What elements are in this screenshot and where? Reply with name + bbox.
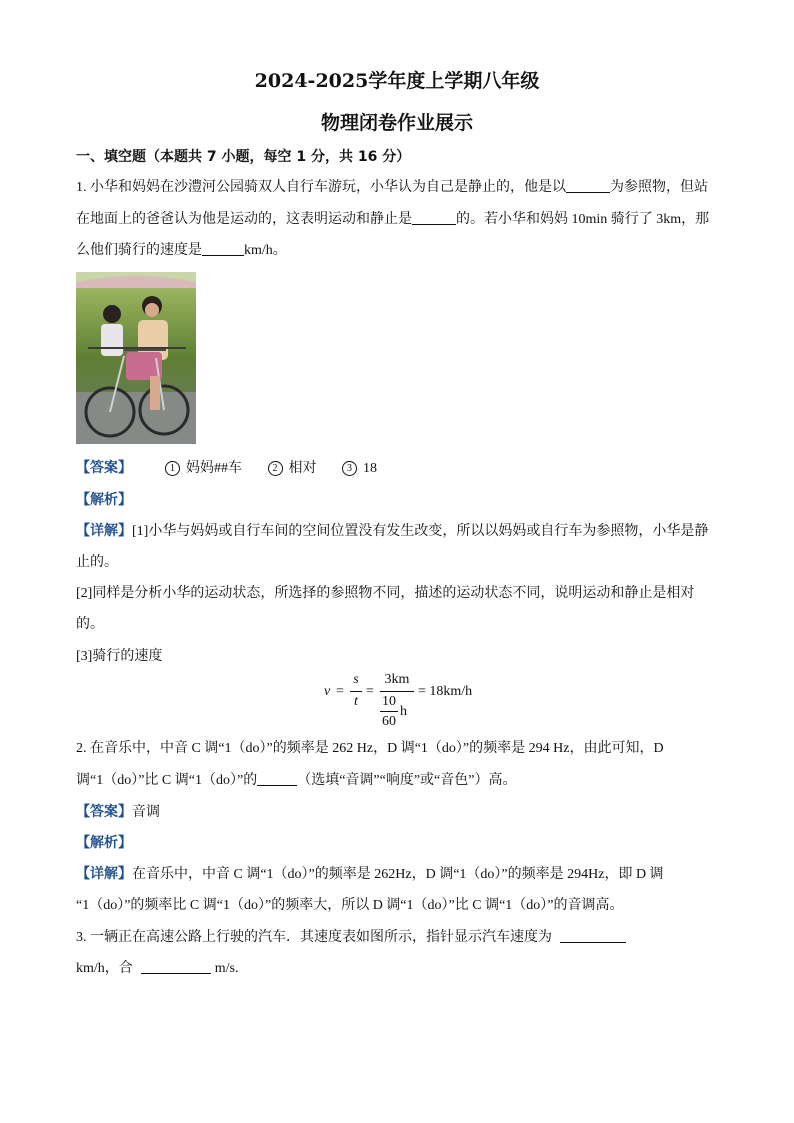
q1-answer-3: 3 18 [342,459,377,479]
tandem-bike-photo [76,272,196,444]
q3-blank-1 [560,928,626,943]
q1-detail-line-4: 的。 [76,617,104,632]
q1-detail-line-3: [2]同样是分析小华的运动状态，所选择的参照物不同，描述的运动状态不同，说明运动和静止是相对 [76,586,695,601]
q1-detail-line-2: 止的。 [76,555,118,570]
q3-line-2: km/h，合 m/s. [76,961,239,976]
q1-line-2: 在地面上的爸爸认为他是运动的，这表明运动和静止是 的。若小华和妈妈 10min 骑行了 3km，那 [76,212,710,227]
q1-line-1: 1. 小华和妈妈在沙澧河公园骑双人自行车游玩，小华认为自己是静止的，他是以 为参照物，但站 [76,180,708,195]
q1-answer-2: 2 相对 [268,459,317,479]
q3-blank-2 [141,959,211,974]
q1-analysis-tag: 【解析】 [76,492,132,508]
q2-line-1: 2. 在音乐中，中音 C 调“1（do）”的频率是 262 Hz，D 调“1（do）”的频率是 294 Hz，由此可知，D [76,741,664,756]
q2-detail-line-1: 【详解】在音乐中，中音 C 调“1（do）”的频率是 262Hz，D 调“1（do）”的频率是 294Hz，即 D 调 [76,866,664,882]
q2-line-2: 调“1（do）”比 C 调“1（do）”的 （选填“音调”“响度”或“音色”）高。 [76,773,517,788]
speed-formula: v = s t = 3km 10 60 h = 18km/h [324,672,473,729]
q3-line-1: 3. 一辆正在高速公路上行驶的汽车．其速度表如图所示，指针显示汽车速度为 [76,928,716,948]
answer-tag: 【答案】 [76,460,132,476]
q1-line-3: 么他们骑行的速度是 km/h。 [76,243,287,258]
q1-answer-row [76,458,716,479]
section-heading: 一、填空题（本题共 7 小题，每空 1 分，共 16 分） [76,149,411,165]
q1-detail-line-5: [3]骑行的速度 [76,649,163,664]
q1-blank-1 [566,178,610,193]
page-title: 2024-2025学年度上学期八年级 [254,70,540,92]
q1-answer-1: 1 妈妈##车 [165,459,242,479]
q1-blank-2 [412,210,456,225]
q2-answer: 音调 [132,805,160,820]
q2-analysis-tag: 【解析】 [76,835,132,851]
q1-blank-3 [202,241,244,256]
q2-blank [257,771,297,786]
page-subtitle: 物理闭卷作业展示 [320,112,473,134]
q2-answer-row: 【答案】音调 [76,804,160,820]
q1-detail-line-1: 【详解】[1]小华与妈妈或自行车间的空间位置没有发生改变，所以以妈妈或自行车为参照物，小华是静 [76,523,709,539]
q2-detail-line-2: “1（do）”的频率比 C 调“1（do）”的频率大，所以 D 调“1（do）”比 C 调“1（do）”的音调高。 [76,898,624,913]
